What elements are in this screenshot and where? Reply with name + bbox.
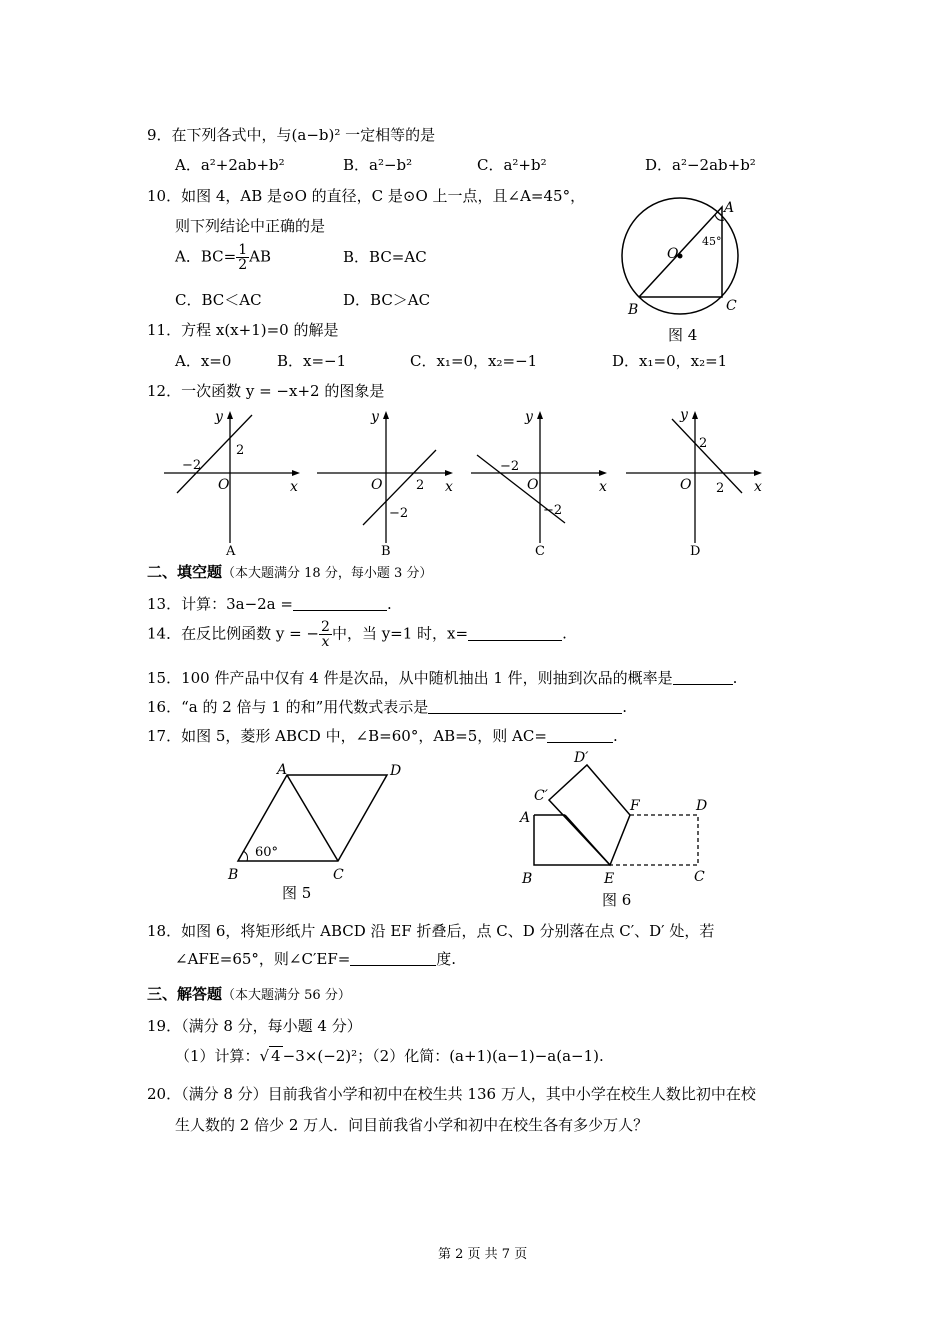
graph-b-v2: −2 xyxy=(389,506,409,521)
fig6-label-c1: C′ xyxy=(534,788,548,804)
fig5-angle: 60° xyxy=(255,845,279,860)
q9-option-b: B．a²−b² xyxy=(343,156,413,174)
fig6-label-d1: D′ xyxy=(574,750,589,766)
fig4-label-b: B xyxy=(628,302,639,318)
q19-parts: （1）计算：√ 4 −3×(−2)²；（2）化简：(a+1)(a−1)−a(a−1). xyxy=(175,1047,604,1065)
q10-stem-line2: 则下列结论中正确的是 xyxy=(175,217,326,235)
graph-b-x: x xyxy=(445,479,453,495)
section-3-heading: 三、解答题（本大题满分 56 分） xyxy=(147,985,351,1003)
graph-a-v1: −2 xyxy=(182,458,202,473)
q12-graph-d xyxy=(622,405,772,560)
fig6-label-d: D xyxy=(696,798,708,814)
graph-a-label: A xyxy=(226,544,236,559)
q11-option-b: B．x=−1 xyxy=(277,352,347,370)
fig5-label-a: A xyxy=(277,762,288,778)
q18-line2: ∠AFE=65°，则∠C′EF= 度. xyxy=(175,950,457,968)
q11-stem: 11．方程 x(x+1)=0 的解是 xyxy=(147,321,339,339)
graph-a-x: x xyxy=(290,479,298,495)
fig4-caption: 图 4 xyxy=(668,326,698,344)
fig5-label-c: C xyxy=(333,867,344,883)
graph-d-o: O xyxy=(680,477,692,493)
q18-line1: 18．如图 6，将矩形纸片 ABCD 沿 EF 折叠后，点 C、D 分别落在点 C′、D′ 处，若 xyxy=(147,922,715,940)
q11-option-d: D．x₁=0，x₂=1 xyxy=(612,352,728,370)
q9-option-c: C．a²+b² xyxy=(477,156,547,174)
q10-option-a: A．BC= $\frac{1}{2}$ AB xyxy=(175,242,271,273)
page-footer: 第 2 页 共 7 页 xyxy=(438,1247,528,1262)
fig5-label-b: B xyxy=(228,867,239,883)
figure-6-folded-rectangle xyxy=(512,745,722,915)
q10-option-b: B．BC=AC xyxy=(343,248,427,266)
fig6-caption: 图 6 xyxy=(602,891,632,909)
fig6-label-f: F xyxy=(630,798,640,814)
fig4-label-o: O xyxy=(667,246,679,262)
fig4-label-a: A xyxy=(724,200,735,216)
graph-b-label: B xyxy=(381,544,391,559)
q11-option-a: A．x=0 xyxy=(175,352,232,370)
graph-c-v1: −2 xyxy=(500,459,520,474)
graph-c-y: y xyxy=(525,409,533,425)
q9-option-d: D．a²−2ab+b² xyxy=(645,156,756,174)
graph-b-o: O xyxy=(371,477,383,493)
q15: 15．100 件产品中仅有 4 件是次品，从中随机抽出 1 件，则抽到次品的概率是 . xyxy=(147,669,738,687)
section-2-heading: 二、填空题（本大题满分 18 分，每小题 3 分） xyxy=(147,563,433,581)
q19-head: 19．（满分 8 分，每小题 4 分） xyxy=(147,1017,362,1035)
q9-option-a: A．a²+2ab+b² xyxy=(175,156,285,174)
graph-d-v2: 2 xyxy=(716,481,725,496)
q10-option-c: C．BC＜AC xyxy=(175,291,262,309)
graph-c-v2: −2 xyxy=(543,503,563,518)
q12-graph-a xyxy=(160,405,310,560)
graph-c-label: C xyxy=(535,544,545,559)
q16: 16．“a 的 2 倍与 1 的和”用代数式表示是 . xyxy=(147,698,628,716)
q10-stem-line1: 10．如图 4，AB 是⊙O 的直径，C 是⊙O 上一点，且∠A=45°， xyxy=(147,187,586,205)
q10-option-d: D．BC＞AC xyxy=(343,291,431,309)
graph-c-x: x xyxy=(599,479,607,495)
graph-a-y: y xyxy=(215,409,223,425)
fig6-label-b: B xyxy=(522,871,533,887)
graph-d-y: y xyxy=(680,407,688,423)
q20-line1: 20．（满分 8 分）目前我省小学和初中在校生共 136 万人，其中小学在校生人数比初中在校 xyxy=(147,1085,756,1103)
fig5-caption: 图 5 xyxy=(282,884,312,902)
graph-d-label: D xyxy=(690,544,701,559)
fig4-label-c: C xyxy=(726,298,737,314)
fig4-angle: 45° xyxy=(702,235,722,248)
graph-c-o: O xyxy=(527,477,539,493)
fig6-label-c: C xyxy=(694,869,705,885)
q12-graph-b xyxy=(313,405,463,560)
q11-option-c: C．x₁=0，x₂=−1 xyxy=(410,352,538,370)
q14: 14．在反比例函数 y = − $\frac{2}{x}$ 中，当 y=1 时，x= . xyxy=(147,619,567,650)
q12-graph-c xyxy=(467,405,617,560)
graph-a-o: O xyxy=(218,477,230,493)
q17: 17．如图 5，菱形 ABCD 中，∠B=60°，AB=5，则 AC= . xyxy=(147,727,618,745)
q13: 13．计算：3a−2a = . xyxy=(147,595,392,613)
q9-stem: 9．在下列各式中，与(a−b)² 一定相等的是 xyxy=(147,126,436,144)
graph-b-v1: 2 xyxy=(416,478,425,493)
graph-a-v2: 2 xyxy=(236,443,245,458)
fraction-half: $\frac{1}{2}$ xyxy=(238,242,248,273)
graph-b-y: y xyxy=(371,409,379,425)
figure-5-rhombus xyxy=(225,758,410,908)
fig6-label-a: A xyxy=(520,810,531,826)
fig5-label-d: D xyxy=(390,763,402,779)
q12-stem: 12．一次函数 y = −x+2 的图象是 xyxy=(147,382,385,400)
q20-line2: 生人数的 2 倍少 2 万人．问目前我省小学和初中在校生各有多少万人？ xyxy=(175,1116,649,1134)
figure-4-circle xyxy=(612,190,772,350)
fig6-label-e: E xyxy=(604,871,615,887)
graph-d-x: x xyxy=(754,479,762,495)
graph-d-v1: 2 xyxy=(699,436,708,451)
